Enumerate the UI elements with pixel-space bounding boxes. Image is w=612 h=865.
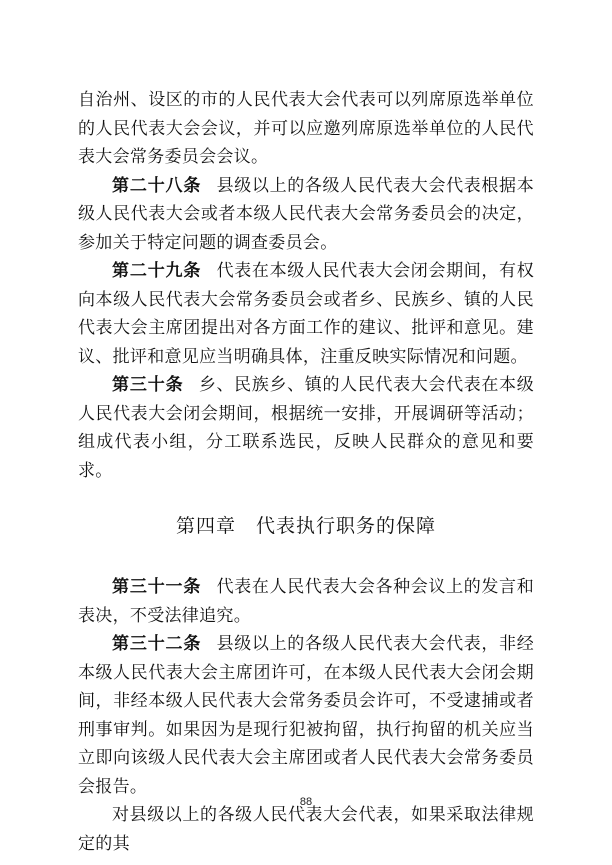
article-text: 县级以上的各级人民代表大会代表根据本级人民代表大会或者本级人民代表大会常务委员会的决定，参加关于特定问题的调查委员会。 — [78, 175, 534, 253]
chapter-title: 代表执行职务的保障 — [256, 515, 437, 537]
article-text: 代表在人民代表大会各种会议上的发言和表决，不受法律追究。 — [78, 577, 534, 626]
page-content — [78, 86, 534, 858]
article-label: 第二十八条 — [112, 175, 202, 196]
article-28 — [78, 172, 534, 258]
article-31 — [78, 573, 534, 630]
article-label: 第三十一条 — [112, 577, 202, 597]
article-text: 代表在本级人民代表大会闭会期间，有权向本级人民代表大会常务委员会或者乡、民族乡、镇的人民代表大会主席团提出对各方面工作的建议、批评和意见。建议、批评和意见应当明确具体，注重反映实际情况和问题。 — [78, 261, 534, 367]
paragraph-continuation — [78, 86, 534, 172]
chapter-number: 第四章 — [175, 515, 236, 537]
paragraph-text: 自治州、设区的市的人民代表大会代表可以列席原选举单位的人民代表大会会议，并可以应邀列席原选举单位的人民代表大会常务委员会会议。 — [78, 90, 534, 167]
article-29 — [78, 257, 534, 371]
page-number: 88 — [299, 796, 313, 808]
article-label: 第三十二条 — [112, 634, 202, 654]
article-label: 第三十条 — [112, 375, 184, 395]
article-32 — [78, 630, 534, 801]
chapter-heading — [78, 511, 534, 541]
paragraph-continued-next-page — [78, 801, 534, 858]
article-text: 县级以上的各级人民代表大会代表，非经本级人民代表大会主席团许可，在本级人民代表大会闭会期间，非经本级人民代表大会常务委员会许可，不受逮捕或者刑事审判。如果因为是现行犯被拘留，执行拘留的机关应当立即向该级人民代表大会主席团或者人民代表大会常务委员会报告。 — [78, 634, 534, 797]
article-label: 第二十九条 — [112, 261, 202, 281]
article-text: 乡、民族乡、镇的人民代表大会代表在本级人民代表大会闭会期间，根据统一安排，开展调研等活动；组成代表小组，分工联系选民，反映人民群众的意见和要求。 — [78, 375, 535, 481]
paragraph-text: 对县级以上的各级人民代表大会代表，如果采取法律规定的其 — [78, 805, 534, 854]
article-30 — [78, 371, 534, 485]
